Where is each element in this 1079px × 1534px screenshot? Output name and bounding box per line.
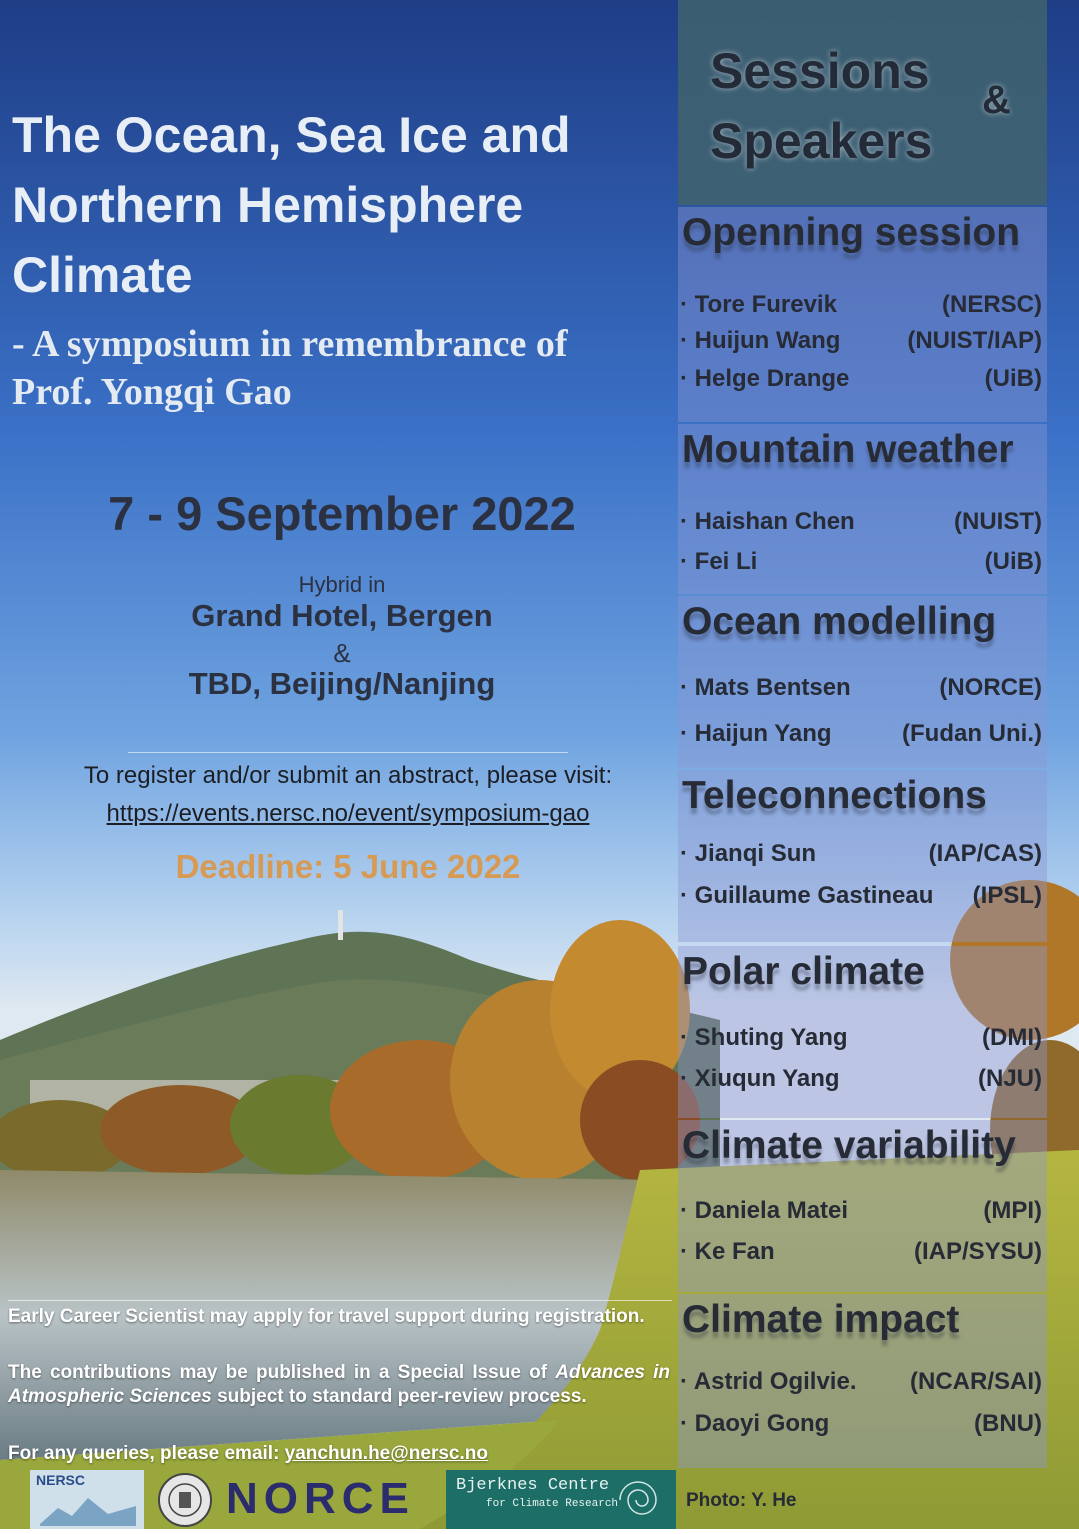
note-publication-pre: The contributions may be published in a Special Issue of <box>8 1362 548 1383</box>
speaker-name: Jianqi Sun <box>694 840 817 867</box>
note-queries <box>8 1442 670 1466</box>
swirl-icon <box>606 1476 670 1524</box>
bullet: · <box>680 365 688 392</box>
venue-bergen: Grand Hotel, Bergen <box>191 598 493 633</box>
note-publication <box>8 1361 670 1409</box>
session-title: Polar climate <box>682 950 925 993</box>
speaker-affiliation: (UiB) <box>984 548 1042 575</box>
notes-divider <box>8 1300 672 1301</box>
speaker-name: Helge Drange <box>694 365 850 392</box>
session-mountain-weather <box>678 424 1047 594</box>
session-title: Mountain weather <box>682 428 1014 471</box>
bullet: · <box>680 1410 688 1437</box>
norce-logo: NORCE <box>226 1474 415 1523</box>
speaker-name: Haijun Yang <box>694 720 832 747</box>
speaker-row <box>680 508 1042 536</box>
speaker-affiliation: (NCAR/SAI) <box>910 1368 1042 1395</box>
session-teleconnections <box>678 770 1047 942</box>
bullet: · <box>680 327 688 354</box>
register-link[interactable]: https://events.nersc.no/event/symposium-gao <box>106 800 590 827</box>
page-subtitle <box>12 320 677 416</box>
bullet: · <box>680 674 688 701</box>
session-title: Climate variability <box>682 1124 1016 1167</box>
speaker-affiliation: (BNU) <box>974 1410 1042 1437</box>
nersc-logo <box>30 1470 144 1529</box>
speaker-affiliation: (Fudan Uni.) <box>902 720 1042 747</box>
session-opening <box>678 207 1047 422</box>
speaker-row <box>680 1065 1042 1093</box>
session-title: Teleconnections <box>682 774 987 817</box>
speaker-name: Huijun Wang <box>694 327 841 354</box>
speaker-name: Astrid Ogilvie. <box>693 1368 857 1395</box>
speaker-name: Shuting Yang <box>694 1024 848 1051</box>
bullet: · <box>680 291 688 318</box>
divider <box>128 752 568 753</box>
bjerknes-logo-line1: Bjerknes Centre <box>456 1476 610 1495</box>
speaker-affiliation: (NORCE) <box>939 674 1042 701</box>
speaker-row <box>680 365 1042 393</box>
speaker-row <box>680 840 1042 868</box>
session-climate-impact <box>678 1294 1047 1468</box>
hybrid-label: Hybrid in <box>298 572 386 597</box>
bullet: · <box>680 1197 688 1224</box>
speaker-name: Guillaume Gastineau <box>694 882 934 909</box>
venue-beijing-nanjing: TBD, Beijing/Nanjing <box>188 666 496 701</box>
contact-email-link[interactable]: yanchun.he@nersc.no <box>284 1443 488 1464</box>
speaker-name: Daniela Matei <box>694 1197 849 1224</box>
speaker-affiliation: (IPSL) <box>972 882 1042 909</box>
nersc-logo-graphic <box>38 1488 138 1526</box>
page-title: The Ocean, Sea Ice and Northern Hemisphere Climate <box>12 107 571 303</box>
bullet: · <box>680 548 688 575</box>
session-climate-variability <box>678 1120 1047 1292</box>
speaker-name: Tore Furevik <box>694 291 837 318</box>
session-ocean-modelling <box>678 596 1047 768</box>
speaker-name: Xiuqun Yang <box>694 1065 840 1092</box>
speaker-affiliation: (NERSC) <box>942 291 1042 318</box>
bullet: · <box>680 1368 688 1395</box>
sessions-header-line1: Sessions <box>710 43 930 99</box>
speaker-name: Fei Li <box>694 548 758 575</box>
speaker-row <box>680 720 1042 748</box>
sessions-header <box>678 0 1047 205</box>
speaker-name: Haishan Chen <box>694 508 855 535</box>
speaker-affiliation: (IAP/SYSU) <box>913 1238 1042 1265</box>
bjerknes-logo <box>446 1470 676 1529</box>
bjerknes-logo-line2: for Climate Research <box>486 1498 619 1510</box>
speaker-affiliation: (NJU) <box>978 1065 1042 1092</box>
photo-credit: Photo: Y. He <box>686 1490 797 1511</box>
note-early-career: Early Career Scientist may apply for travel support during registration. <box>8 1306 645 1327</box>
event-dates: 7 - 9 September 2022 <box>108 487 576 540</box>
speaker-row <box>680 1410 1042 1438</box>
register-text: To register and/or submit an abstract, please visit: <box>83 762 613 789</box>
sessions-header-line2: Speakers <box>710 113 933 169</box>
bullet: · <box>680 720 688 747</box>
speaker-row <box>680 291 1042 319</box>
speaker-name: Daoyi Gong <box>694 1410 830 1437</box>
speaker-row <box>680 674 1042 702</box>
deadline: Deadline: 5 June 2022 <box>175 848 521 885</box>
speaker-name: Ke Fan <box>694 1238 775 1265</box>
uib-logo <box>150 1470 220 1529</box>
note-queries-pre: For any queries, please email: <box>8 1443 280 1464</box>
bullet: · <box>680 840 688 867</box>
session-title: Ocean modelling <box>682 600 997 643</box>
speaker-affiliation: (DMI) <box>982 1024 1042 1051</box>
note-journal-name: Advances in Atmospheric Sciences <box>8 1362 671 1407</box>
speaker-row <box>680 882 1042 910</box>
bullet: · <box>680 1238 688 1265</box>
speaker-name: Mats Bentsen <box>694 674 851 701</box>
subtitle-line-2: Prof. Yongqi Gao <box>12 371 292 413</box>
speaker-affiliation: (NUIST/IAP) <box>907 327 1042 354</box>
venue-ampersand: & <box>333 638 351 668</box>
uib-seal-icon <box>150 1470 220 1529</box>
speaker-affiliation: (MPI) <box>983 1197 1042 1224</box>
nersc-logo-text: NERSC <box>36 1472 86 1488</box>
session-title: Climate impact <box>682 1298 960 1341</box>
speaker-row <box>680 327 1042 355</box>
speaker-row <box>680 1368 1042 1396</box>
note-publication-post: subject to standard peer-review process. <box>217 1386 587 1407</box>
bullet: · <box>680 508 688 535</box>
session-polar-climate <box>678 946 1047 1118</box>
sessions-header-amp: & <box>982 78 1011 122</box>
speaker-row <box>680 1197 1042 1225</box>
speaker-row <box>680 548 1042 576</box>
session-title: Openning session <box>682 211 1021 254</box>
bullet: · <box>680 1065 688 1092</box>
speaker-row <box>680 1238 1042 1266</box>
speaker-affiliation: (UiB) <box>984 365 1042 392</box>
bullet: · <box>680 882 688 909</box>
speaker-affiliation: (NUIST) <box>954 508 1042 535</box>
subtitle-line-1: - A symposium in remembrance of <box>12 323 568 365</box>
bullet: · <box>680 1024 688 1051</box>
speaker-row <box>680 1024 1042 1052</box>
speaker-affiliation: (IAP/CAS) <box>928 840 1042 867</box>
